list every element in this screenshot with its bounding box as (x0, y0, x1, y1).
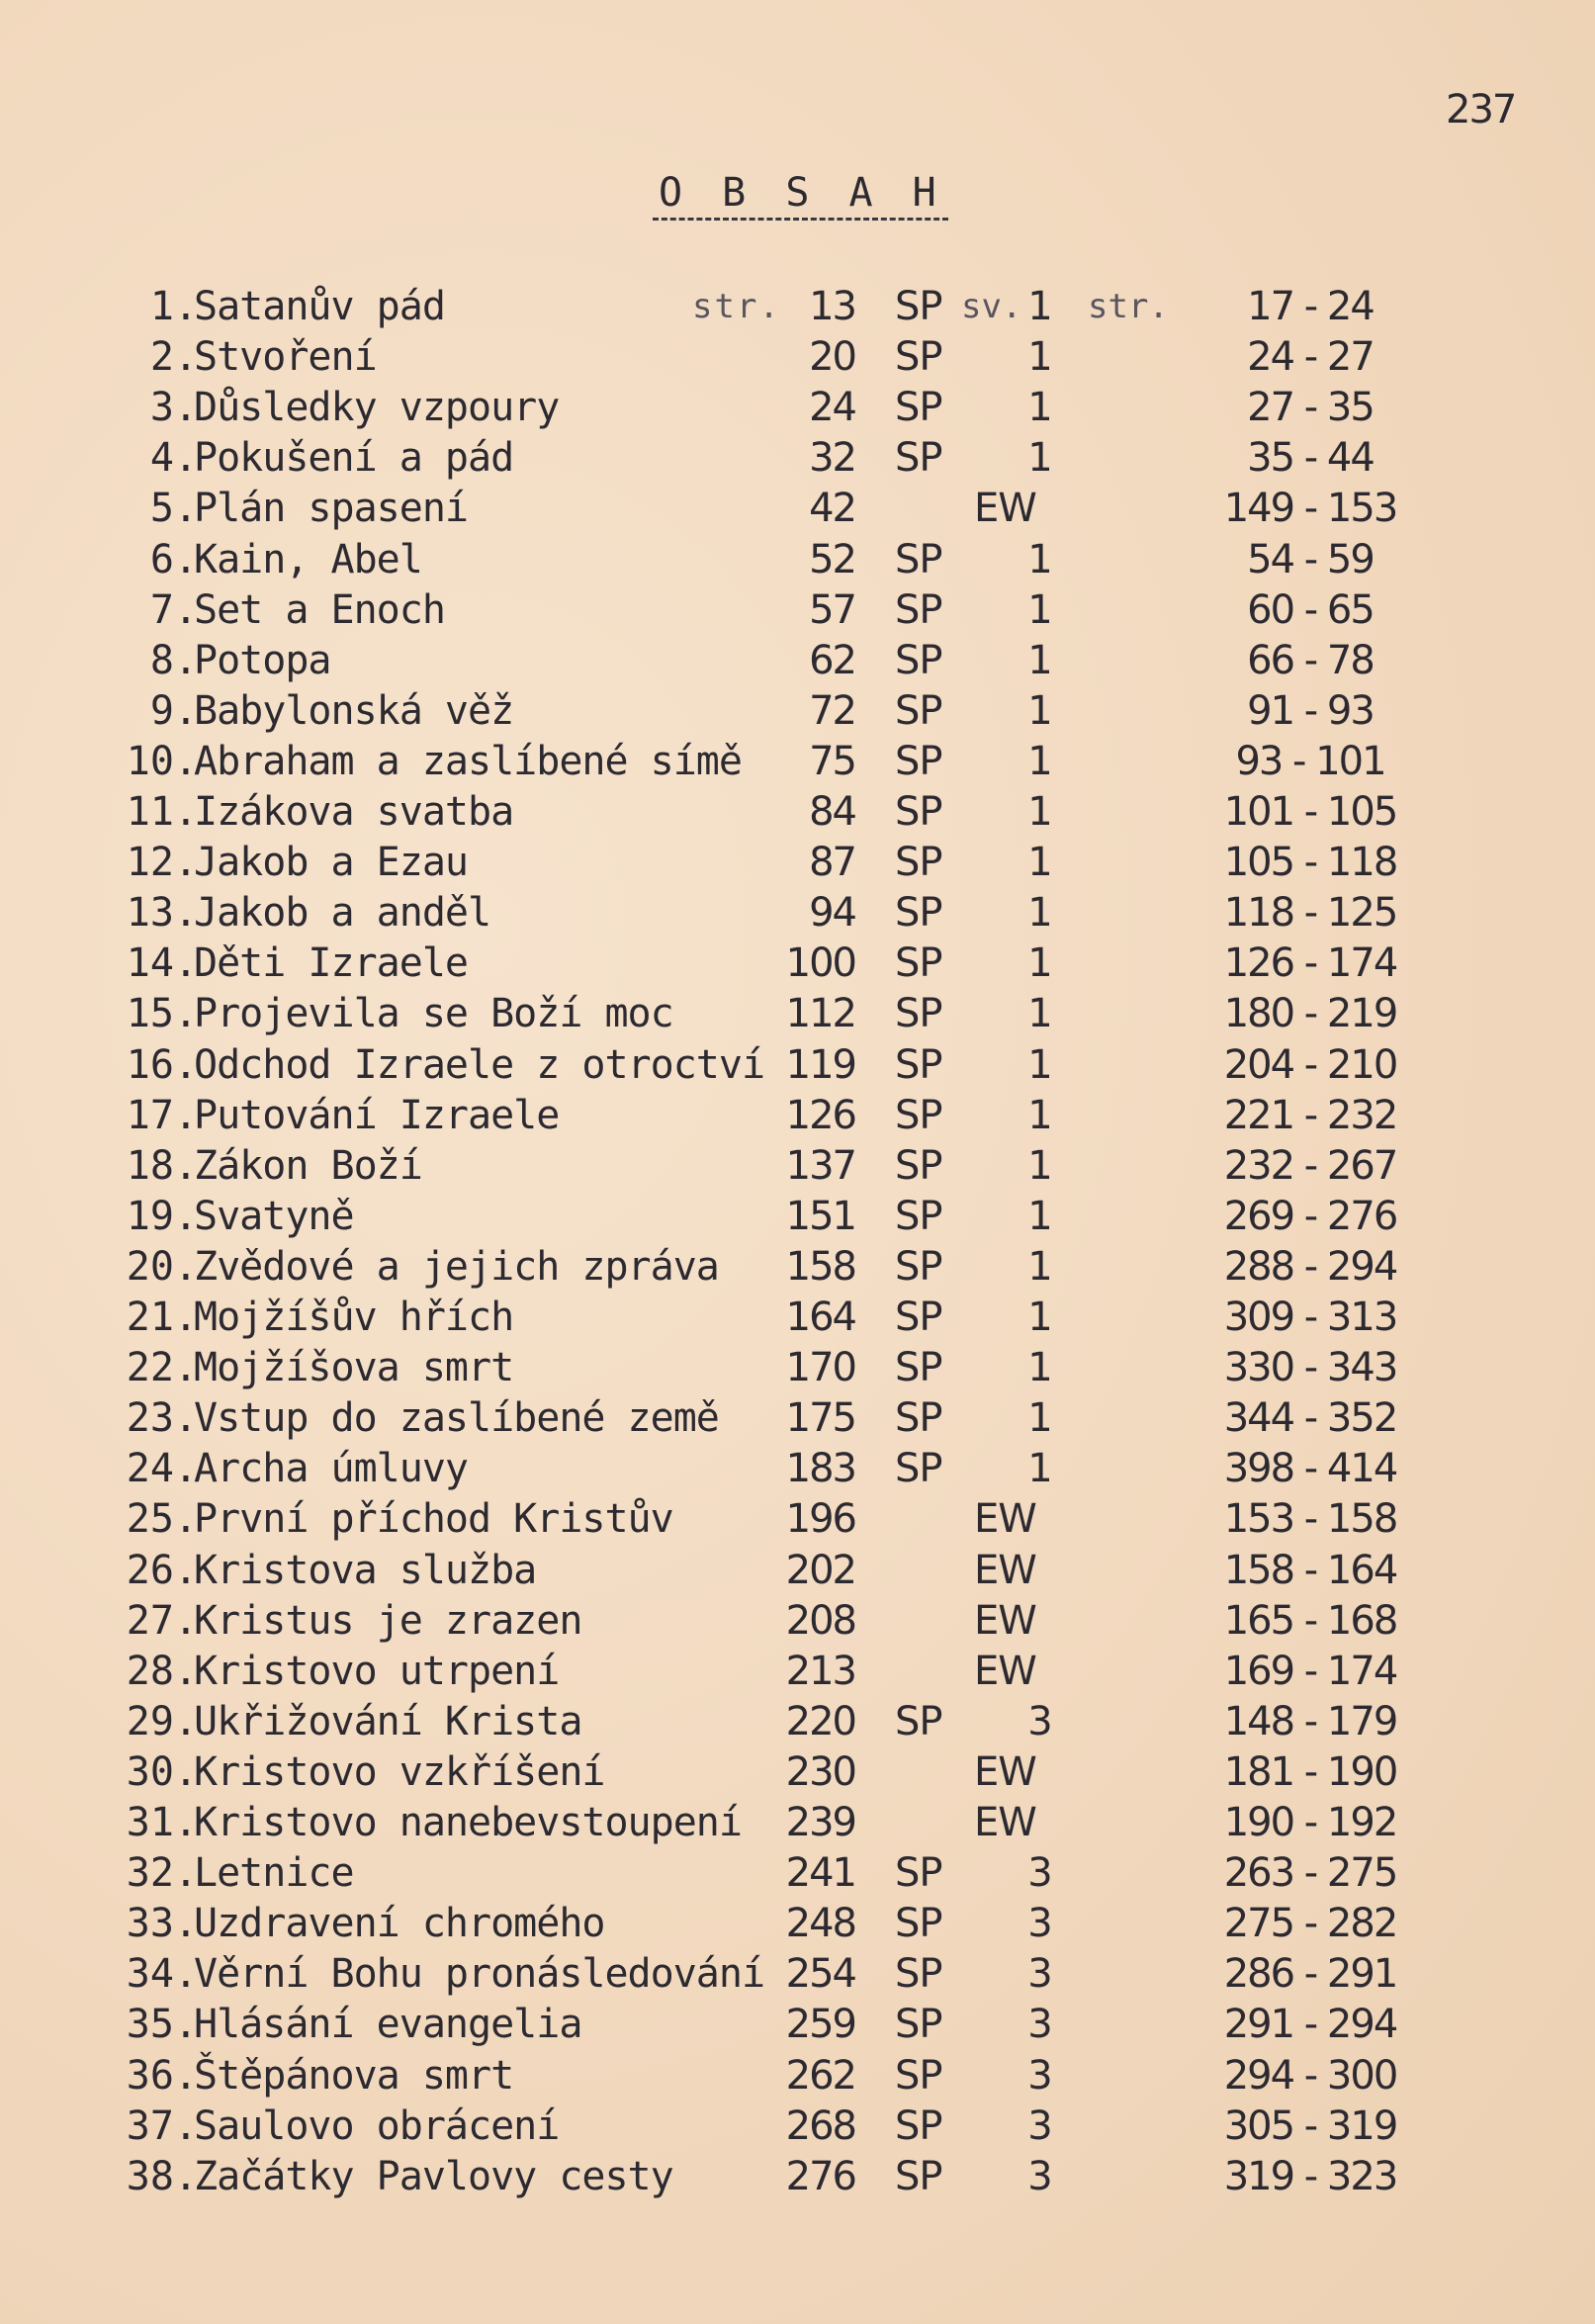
entry-range: 204 - 210 (1223, 1041, 1397, 1088)
entry-volume: 1 (1027, 687, 1053, 734)
entry-page: 268 (785, 2102, 855, 2149)
entry-page: 248 (785, 1901, 855, 1947)
entry-range: 263 - 275 (1223, 1850, 1397, 1897)
entry-title: Jakob a anděl (194, 890, 491, 937)
entry-number: 19. (126, 1193, 198, 1239)
entry-title: Plán spasení (194, 486, 468, 532)
entry-page: 254 (785, 1951, 855, 1998)
entry-source: SP (895, 940, 942, 987)
entry-volume: 3 (1027, 2153, 1053, 2199)
entry-number: 1. (149, 284, 198, 329)
entry-page: 202 (785, 1547, 855, 1593)
entry-number: 26. (126, 1547, 198, 1593)
toc-row (0, 1747, 1595, 1797)
entry-range: 305 - 319 (1223, 2102, 1397, 2149)
entry-page: 112 (785, 991, 855, 1037)
toc-row (0, 332, 1595, 382)
entry-range: 190 - 192 (1223, 1800, 1397, 1845)
entry-number: 15. (126, 991, 198, 1037)
entry-title: Izákova svatba (194, 789, 514, 835)
entry-volume: 1 (1027, 586, 1053, 633)
entry-range: 330 - 343 (1223, 1345, 1397, 1391)
entry-number: 36. (126, 2052, 198, 2099)
toc-row (0, 1546, 1595, 1595)
entry-range: 17 - 24 (1247, 284, 1373, 329)
entry-title: Archa úmluvy (194, 1446, 468, 1492)
entry-title: Jakob a Ezau (194, 840, 468, 886)
toc-row (0, 2051, 1595, 2101)
entry-range: 118 - 125 (1223, 890, 1397, 937)
entry-page: 239 (785, 1800, 855, 1845)
entry-page: 208 (785, 1597, 855, 1644)
entry-number: 33. (126, 1901, 198, 1947)
toc-row (0, 383, 1595, 432)
entry-title: Babylonská věž (194, 687, 514, 734)
entry-title: Ukřižování Krista (194, 1698, 582, 1744)
entry-volume: 3 (1027, 1850, 1053, 1897)
entry-source: SP (895, 1951, 942, 1998)
entry-range: 66 - 78 (1247, 637, 1373, 683)
entry-range: 294 - 300 (1223, 2052, 1397, 2099)
entry-title: Stvoření (194, 334, 377, 381)
entry-title: Mojžíšův hřích (194, 1295, 514, 1340)
entry-source: SP (895, 1446, 942, 1492)
entry-range: 319 - 323 (1223, 2153, 1397, 2199)
entry-range: 27 - 35 (1247, 385, 1373, 431)
entry-number: 30. (126, 1748, 198, 1795)
sv-label: sv. (961, 287, 1022, 326)
entry-page: 62 (809, 637, 855, 683)
entry-title: Uzdravení chromého (194, 1901, 605, 1947)
entry-title: Zákon Boží (194, 1142, 422, 1189)
entry-range: 232 - 267 (1223, 1142, 1397, 1189)
entry-page: 57 (809, 586, 855, 633)
toc-row (0, 989, 1595, 1038)
entry-source: EW (974, 1748, 1036, 1795)
entry-source: SP (895, 1345, 942, 1391)
entry-page: 75 (809, 738, 855, 784)
toc-row (0, 1141, 1595, 1191)
entry-volume: 1 (1027, 435, 1053, 482)
entry-title: Děti Izraele (194, 940, 468, 987)
entry-source: SP (895, 789, 942, 835)
entry-volume: 1 (1027, 940, 1053, 987)
entry-source: SP (895, 1698, 942, 1744)
entry-title: Mojžíšova smrt (194, 1345, 514, 1391)
entry-volume: 1 (1027, 1395, 1053, 1442)
entry-title: Odchod Izraele z otroctví (194, 1041, 765, 1088)
entry-page: 262 (785, 2052, 855, 2099)
entry-source: SP (895, 1295, 942, 1340)
entry-number: 9. (149, 687, 198, 734)
entry-page: 119 (785, 1041, 855, 1088)
toc-row (0, 1596, 1595, 1646)
entry-volume: 1 (1027, 789, 1053, 835)
entry-title: Pokušení a pád (194, 435, 514, 482)
entry-number: 25. (126, 1496, 198, 1543)
entry-page: 164 (785, 1295, 855, 1340)
entry-volume: 1 (1027, 1345, 1053, 1391)
entry-number: 29. (126, 1698, 198, 1744)
entry-source: SP (895, 536, 942, 582)
entry-title: Letnice (194, 1850, 354, 1897)
entry-page: 87 (809, 840, 855, 886)
entry-number: 3. (149, 385, 198, 431)
entry-title: První příchod Kristův (194, 1496, 673, 1543)
entry-page: 276 (785, 2153, 855, 2199)
entry-title: Satanův pád (194, 284, 445, 329)
entry-title: Kristova služba (194, 1547, 537, 1593)
toc-row (0, 484, 1595, 533)
toc-row (0, 2101, 1595, 2151)
entry-title: Štěpánova smrt (194, 2052, 514, 2099)
toc-row (0, 888, 1595, 938)
entry-range: 181 - 190 (1223, 1748, 1397, 1795)
entry-source: SP (895, 435, 942, 482)
entry-number: 22. (126, 1345, 198, 1391)
entry-title: Set a Enoch (194, 586, 445, 633)
entry-page: 259 (785, 2002, 855, 2048)
entry-source: SP (895, 2002, 942, 2048)
entry-title: Potopa (194, 637, 331, 683)
entry-page: 241 (785, 1850, 855, 1897)
entry-volume: 1 (1027, 738, 1053, 784)
entry-volume: 1 (1027, 991, 1053, 1037)
entry-number: 5. (149, 486, 198, 532)
entry-page: 158 (785, 1243, 855, 1290)
entry-source: SP (895, 334, 942, 381)
entry-source: EW (974, 1547, 1036, 1593)
entry-range: 126 - 174 (1223, 940, 1397, 987)
entry-source: EW (974, 1496, 1036, 1543)
entry-source: SP (895, 738, 942, 784)
entry-page: 84 (809, 789, 855, 835)
entry-source: SP (895, 890, 942, 937)
entry-range: 158 - 164 (1223, 1547, 1397, 1593)
entry-range: 35 - 44 (1247, 435, 1373, 482)
entry-volume: 1 (1027, 334, 1053, 381)
entry-range: 286 - 291 (1223, 1951, 1397, 1998)
entry-source: EW (974, 1648, 1036, 1694)
entry-title: Putování Izraele (194, 1092, 560, 1138)
entry-title: Vstup do zaslíbené země (194, 1395, 719, 1442)
entry-title: Kristovo nanebevstoupení (194, 1800, 742, 1845)
entry-number: 21. (126, 1295, 198, 1340)
entry-page: 24 (809, 385, 855, 431)
entry-source: SP (895, 1092, 942, 1138)
toc-row (0, 1848, 1595, 1898)
entry-number: 7. (149, 586, 198, 633)
entry-number: 31. (126, 1800, 198, 1845)
entry-page: 170 (785, 1345, 855, 1391)
entry-source: SP (895, 1142, 942, 1189)
entry-source: SP (895, 1193, 942, 1239)
toc-row (0, 1697, 1595, 1746)
toc-row (0, 1798, 1595, 1847)
entry-title: Začátky Pavlovy cesty (194, 2153, 673, 2199)
toc-row (0, 1444, 1595, 1493)
entry-page: 183 (785, 1446, 855, 1492)
entry-source: EW (974, 1800, 1036, 1845)
entry-source: SP (895, 637, 942, 683)
entry-title: Zvědové a jejich zpráva (194, 1243, 719, 1290)
entry-range: 180 - 219 (1223, 991, 1397, 1037)
entry-page: 42 (809, 486, 855, 532)
entry-range: 165 - 168 (1223, 1597, 1397, 1644)
entry-volume: 1 (1027, 1092, 1053, 1138)
entry-range: 54 - 59 (1247, 536, 1373, 582)
entry-volume: 3 (1027, 2002, 1053, 2048)
toc-row (0, 1040, 1595, 1090)
toc-row (0, 282, 1595, 331)
toc-row (0, 535, 1595, 584)
entry-title: Důsledky vzpoury (194, 385, 560, 431)
entry-number: 14. (126, 940, 198, 987)
entry-volume: 1 (1027, 1243, 1053, 1290)
toc-row (0, 1393, 1595, 1443)
entry-page: 196 (785, 1496, 855, 1543)
entry-source: EW (974, 486, 1036, 532)
entry-number: 23. (126, 1395, 198, 1442)
entry-number: 34. (126, 1951, 198, 1998)
entry-source: EW (974, 1597, 1036, 1644)
entry-volume: 1 (1027, 637, 1053, 683)
entry-range: 91 - 93 (1247, 687, 1373, 734)
entry-volume: 3 (1027, 1951, 1053, 1998)
entry-source: SP (895, 1395, 942, 1442)
toc-row (0, 2000, 1595, 2049)
entry-number: 11. (126, 789, 198, 835)
entry-volume: 1 (1027, 1142, 1053, 1189)
str-label: str. (692, 287, 781, 326)
entry-source: SP (895, 1901, 942, 1947)
entry-page: 213 (785, 1648, 855, 1694)
toc-row (0, 1494, 1595, 1544)
entry-number: 8. (149, 637, 198, 683)
toc-row (0, 1293, 1595, 1342)
entry-number: 16. (126, 1041, 198, 1088)
toc-row (0, 585, 1595, 635)
toc-row (0, 636, 1595, 685)
entry-number: 10. (126, 738, 198, 784)
entry-number: 17. (126, 1092, 198, 1138)
toc-row (0, 686, 1595, 736)
entry-page: 175 (785, 1395, 855, 1442)
toc-row (0, 1647, 1595, 1696)
entry-range: 269 - 276 (1223, 1193, 1397, 1239)
toc-row (0, 1192, 1595, 1241)
entry-volume: 1 (1027, 1193, 1053, 1239)
entry-number: 32. (126, 1850, 198, 1897)
entry-page: 220 (785, 1698, 855, 1744)
entry-range: 105 - 118 (1223, 840, 1397, 886)
entry-page: 126 (785, 1092, 855, 1138)
entry-number: 20. (126, 1243, 198, 1290)
entry-source: SP (895, 991, 942, 1037)
entry-number: 27. (126, 1597, 198, 1644)
entry-source: SP (895, 1041, 942, 1088)
entry-range: 101 - 105 (1223, 789, 1397, 835)
entry-range: 398 - 414 (1223, 1446, 1397, 1492)
entry-number: 6. (149, 536, 198, 582)
entry-number: 35. (126, 2002, 198, 2048)
entry-source: SP (895, 586, 942, 633)
toc-row (0, 1899, 1595, 1948)
entry-title: Kristus je zrazen (194, 1597, 582, 1644)
entry-page: 230 (785, 1748, 855, 1795)
toc-row (0, 1091, 1595, 1140)
entry-number: 28. (126, 1648, 198, 1694)
entry-title: Kristovo vzkříšení (194, 1748, 605, 1795)
entry-range: 24 - 27 (1247, 334, 1373, 381)
entry-number: 24. (126, 1446, 198, 1492)
str-label-2: str. (1088, 287, 1169, 326)
entry-page: 94 (809, 890, 855, 937)
entry-page: 13 (809, 284, 855, 329)
entry-source: SP (895, 2153, 942, 2199)
entry-volume: 3 (1027, 1698, 1053, 1744)
entry-range: 221 - 232 (1223, 1092, 1397, 1138)
entry-range: 60 - 65 (1247, 586, 1373, 633)
toc-row (0, 787, 1595, 837)
entry-title: Saulovo obrácení (194, 2102, 560, 2149)
entry-title: Svatyně (194, 1193, 354, 1239)
entry-page: 100 (785, 940, 855, 987)
entry-source: SP (895, 2052, 942, 2099)
entry-volume: 3 (1027, 1901, 1053, 1947)
entry-number: 2. (149, 334, 198, 381)
entry-title: Abraham a zaslíbené símě (194, 738, 742, 784)
toc-row (0, 838, 1595, 887)
entry-range: 93 - 101 (1235, 738, 1385, 784)
entry-volume: 1 (1027, 1295, 1053, 1340)
entry-range: 275 - 282 (1223, 1901, 1397, 1947)
entry-title: Kain, Abel (194, 536, 422, 582)
entry-source: SP (895, 385, 942, 431)
entry-number: 37. (126, 2102, 198, 2149)
entry-number: 4. (149, 435, 198, 482)
entry-volume: 3 (1027, 2102, 1053, 2149)
entry-range: 291 - 294 (1223, 2002, 1397, 2048)
entry-range: 148 - 179 (1223, 1698, 1397, 1744)
entry-title: Věrní Bohu pronásledování (194, 1951, 765, 1998)
entry-title: Hlásání evangelia (194, 2002, 582, 2048)
entry-volume: 3 (1027, 2052, 1053, 2099)
entry-volume: 1 (1027, 1041, 1053, 1088)
entry-volume: 1 (1027, 840, 1053, 886)
entry-source: SP (895, 840, 942, 886)
entry-range: 169 - 174 (1223, 1648, 1397, 1694)
entry-page: 20 (809, 334, 855, 381)
entry-number: 38. (126, 2153, 198, 2199)
entry-title: Projevila se Boží moc (194, 991, 673, 1037)
toc-row (0, 939, 1595, 988)
entry-range: 288 - 294 (1223, 1243, 1397, 1290)
toc-row (0, 2152, 1595, 2201)
entry-range: 309 - 313 (1223, 1295, 1397, 1340)
toc-row (0, 1949, 1595, 1999)
entry-volume: 1 (1027, 385, 1053, 431)
toc-row (0, 1242, 1595, 1292)
entry-page: 52 (809, 536, 855, 582)
entry-range: 344 - 352 (1223, 1395, 1397, 1442)
entry-title: Kristovo utrpení (194, 1648, 560, 1694)
entry-volume: 1 (1027, 284, 1053, 329)
entry-number: 13. (126, 890, 198, 937)
entry-volume: 1 (1027, 1446, 1053, 1492)
page-title: O B S A H (653, 170, 948, 221)
entry-source: SP (895, 284, 942, 329)
entry-volume: 1 (1027, 536, 1053, 582)
entry-source: SP (895, 687, 942, 734)
toc-row (0, 433, 1595, 483)
page-number: 237 (1446, 87, 1516, 133)
entry-page: 137 (785, 1142, 855, 1189)
entry-number: 12. (126, 840, 198, 886)
entry-range: 153 - 158 (1223, 1496, 1397, 1543)
entry-volume: 1 (1027, 890, 1053, 937)
entry-source: SP (895, 1850, 942, 1897)
entry-page: 72 (809, 687, 855, 734)
entry-page: 151 (785, 1193, 855, 1239)
entry-source: SP (895, 1243, 942, 1290)
entry-number: 18. (126, 1142, 198, 1189)
toc-row (0, 1343, 1595, 1392)
entry-page: 32 (809, 435, 855, 482)
entry-range: 149 - 153 (1223, 486, 1397, 532)
entry-source: SP (895, 2102, 942, 2149)
toc-row (0, 737, 1595, 786)
